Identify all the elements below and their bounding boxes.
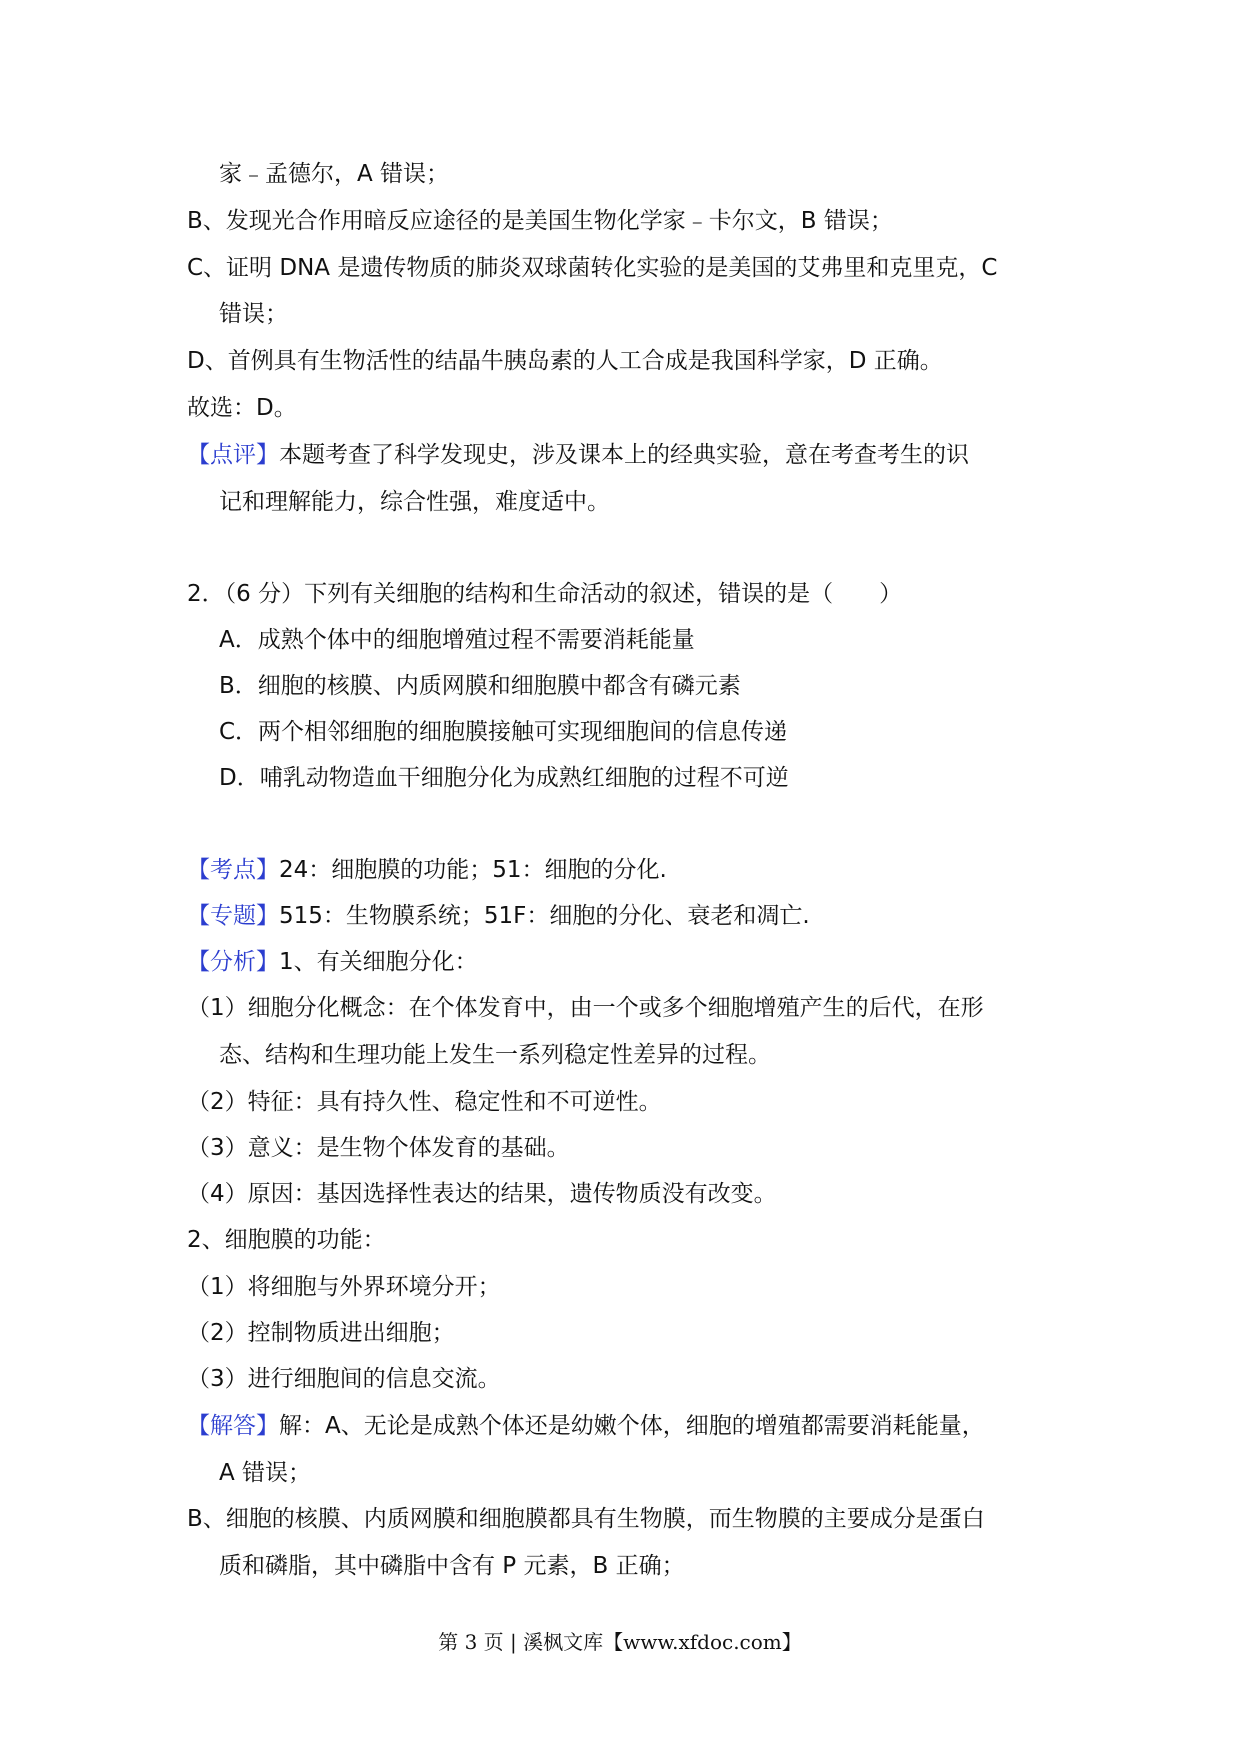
option-b-explanation: B、发现光合作用暗反应途径的是美国生物化学家﹣卡尔文，B 错误； — [187, 208, 893, 234]
jieda-line — [187, 1410, 985, 1442]
analysis-point-3: （3）意义：是生物个体发育的基础。 — [187, 1135, 570, 1161]
kaodian-line — [187, 854, 667, 886]
option-c-explanation-continuation: 错误； — [219, 301, 288, 327]
kaodian-text: 24：细胞膜的功能；51：细胞的分化. — [279, 857, 667, 883]
comment-tag: 【点评】 — [187, 442, 279, 468]
analysis-point-1-continuation: 态、结构和生理功能上发生一系列稳定性差异的过程。 — [219, 1042, 771, 1068]
zhuanti-line — [187, 900, 810, 932]
zhuanti-tag: 【专题】 — [187, 903, 279, 929]
membrane-function-2: （2）控制物质进出细胞； — [187, 1320, 455, 1346]
jieda-tag: 【解答】 — [187, 1413, 279, 1439]
zhuanti-text: 515：生物膜系统；51F：细胞的分化、衰老和凋亡. — [279, 903, 810, 929]
jieda-continuation: A 错误； — [219, 1460, 312, 1486]
option-c-explanation: C、证明 DNA 是遗传物质的肺炎双球菌转化实验的是美国的艾弗里和克里克，C — [187, 255, 998, 281]
question-2-stem: 2．（6 分）下列有关细胞的结构和生命活动的叙述，错误的是（ ） — [187, 581, 903, 607]
membrane-function-1: （1）将细胞与外界环境分开； — [187, 1274, 501, 1300]
answer-choice: 故选：D。 — [187, 395, 297, 421]
membrane-function-heading: 2、细胞膜的功能： — [187, 1227, 386, 1253]
comment-line — [187, 439, 969, 471]
jieda-text: 解：A、无论是成熟个体还是幼嫩个体，细胞的增殖都需要消耗能量， — [279, 1413, 985, 1439]
fenxi-tag: 【分析】 — [187, 949, 279, 975]
question-2-option-c: C．两个相邻细胞的细胞膜接触可实现细胞间的信息传递 — [219, 719, 788, 745]
analysis-point-2: （2）特征：具有持久性、稳定性和不可逆性。 — [187, 1089, 662, 1115]
fenxi-line — [187, 946, 478, 978]
analysis-point-1: （1）细胞分化概念：在个体发育中，由一个或多个细胞增殖产生的后代，在形 — [187, 995, 984, 1021]
page-footer: 第 3 页 | 溪枫文库【www.xfdoc.com】 — [438, 1630, 802, 1654]
solution-option-b: B、细胞的核膜、内质网膜和细胞膜都具有生物膜，而生物膜的主要成分是蛋白 — [187, 1506, 985, 1532]
option-a-explanation-continuation: 家﹣孟德尔，A 错误； — [219, 161, 450, 187]
kaodian-tag: 【考点】 — [187, 857, 279, 883]
solution-option-b-continuation: 质和磷脂，其中磷脂中含有 P 元素，B 正确； — [219, 1553, 685, 1579]
comment-continuation: 记和理解能力，综合性强，难度适中。 — [219, 489, 610, 515]
membrane-function-3: （3）进行细胞间的信息交流。 — [187, 1366, 501, 1392]
comment-text: 本题考查了科学发现史，涉及课本上的经典实验，意在考查考生的识 — [279, 442, 969, 468]
question-2-option-d: D．哺乳动物造血干细胞分化为成熟红细胞的过程不可逆 — [219, 765, 789, 791]
question-2-option-b: B．细胞的核膜、内质网膜和细胞膜中都含有磷元素 — [219, 673, 741, 699]
analysis-point-4: （4）原因：基因选择性表达的结果，遗传物质没有改变。 — [187, 1181, 777, 1207]
question-2-option-a: A．成熟个体中的细胞增殖过程不需要消耗能量 — [219, 627, 695, 653]
option-d-explanation: D、首例具有生物活性的结晶牛胰岛素的人工合成是我国科学家，D 正确。 — [187, 348, 943, 374]
fenxi-text: 1、有关细胞分化： — [279, 949, 478, 975]
